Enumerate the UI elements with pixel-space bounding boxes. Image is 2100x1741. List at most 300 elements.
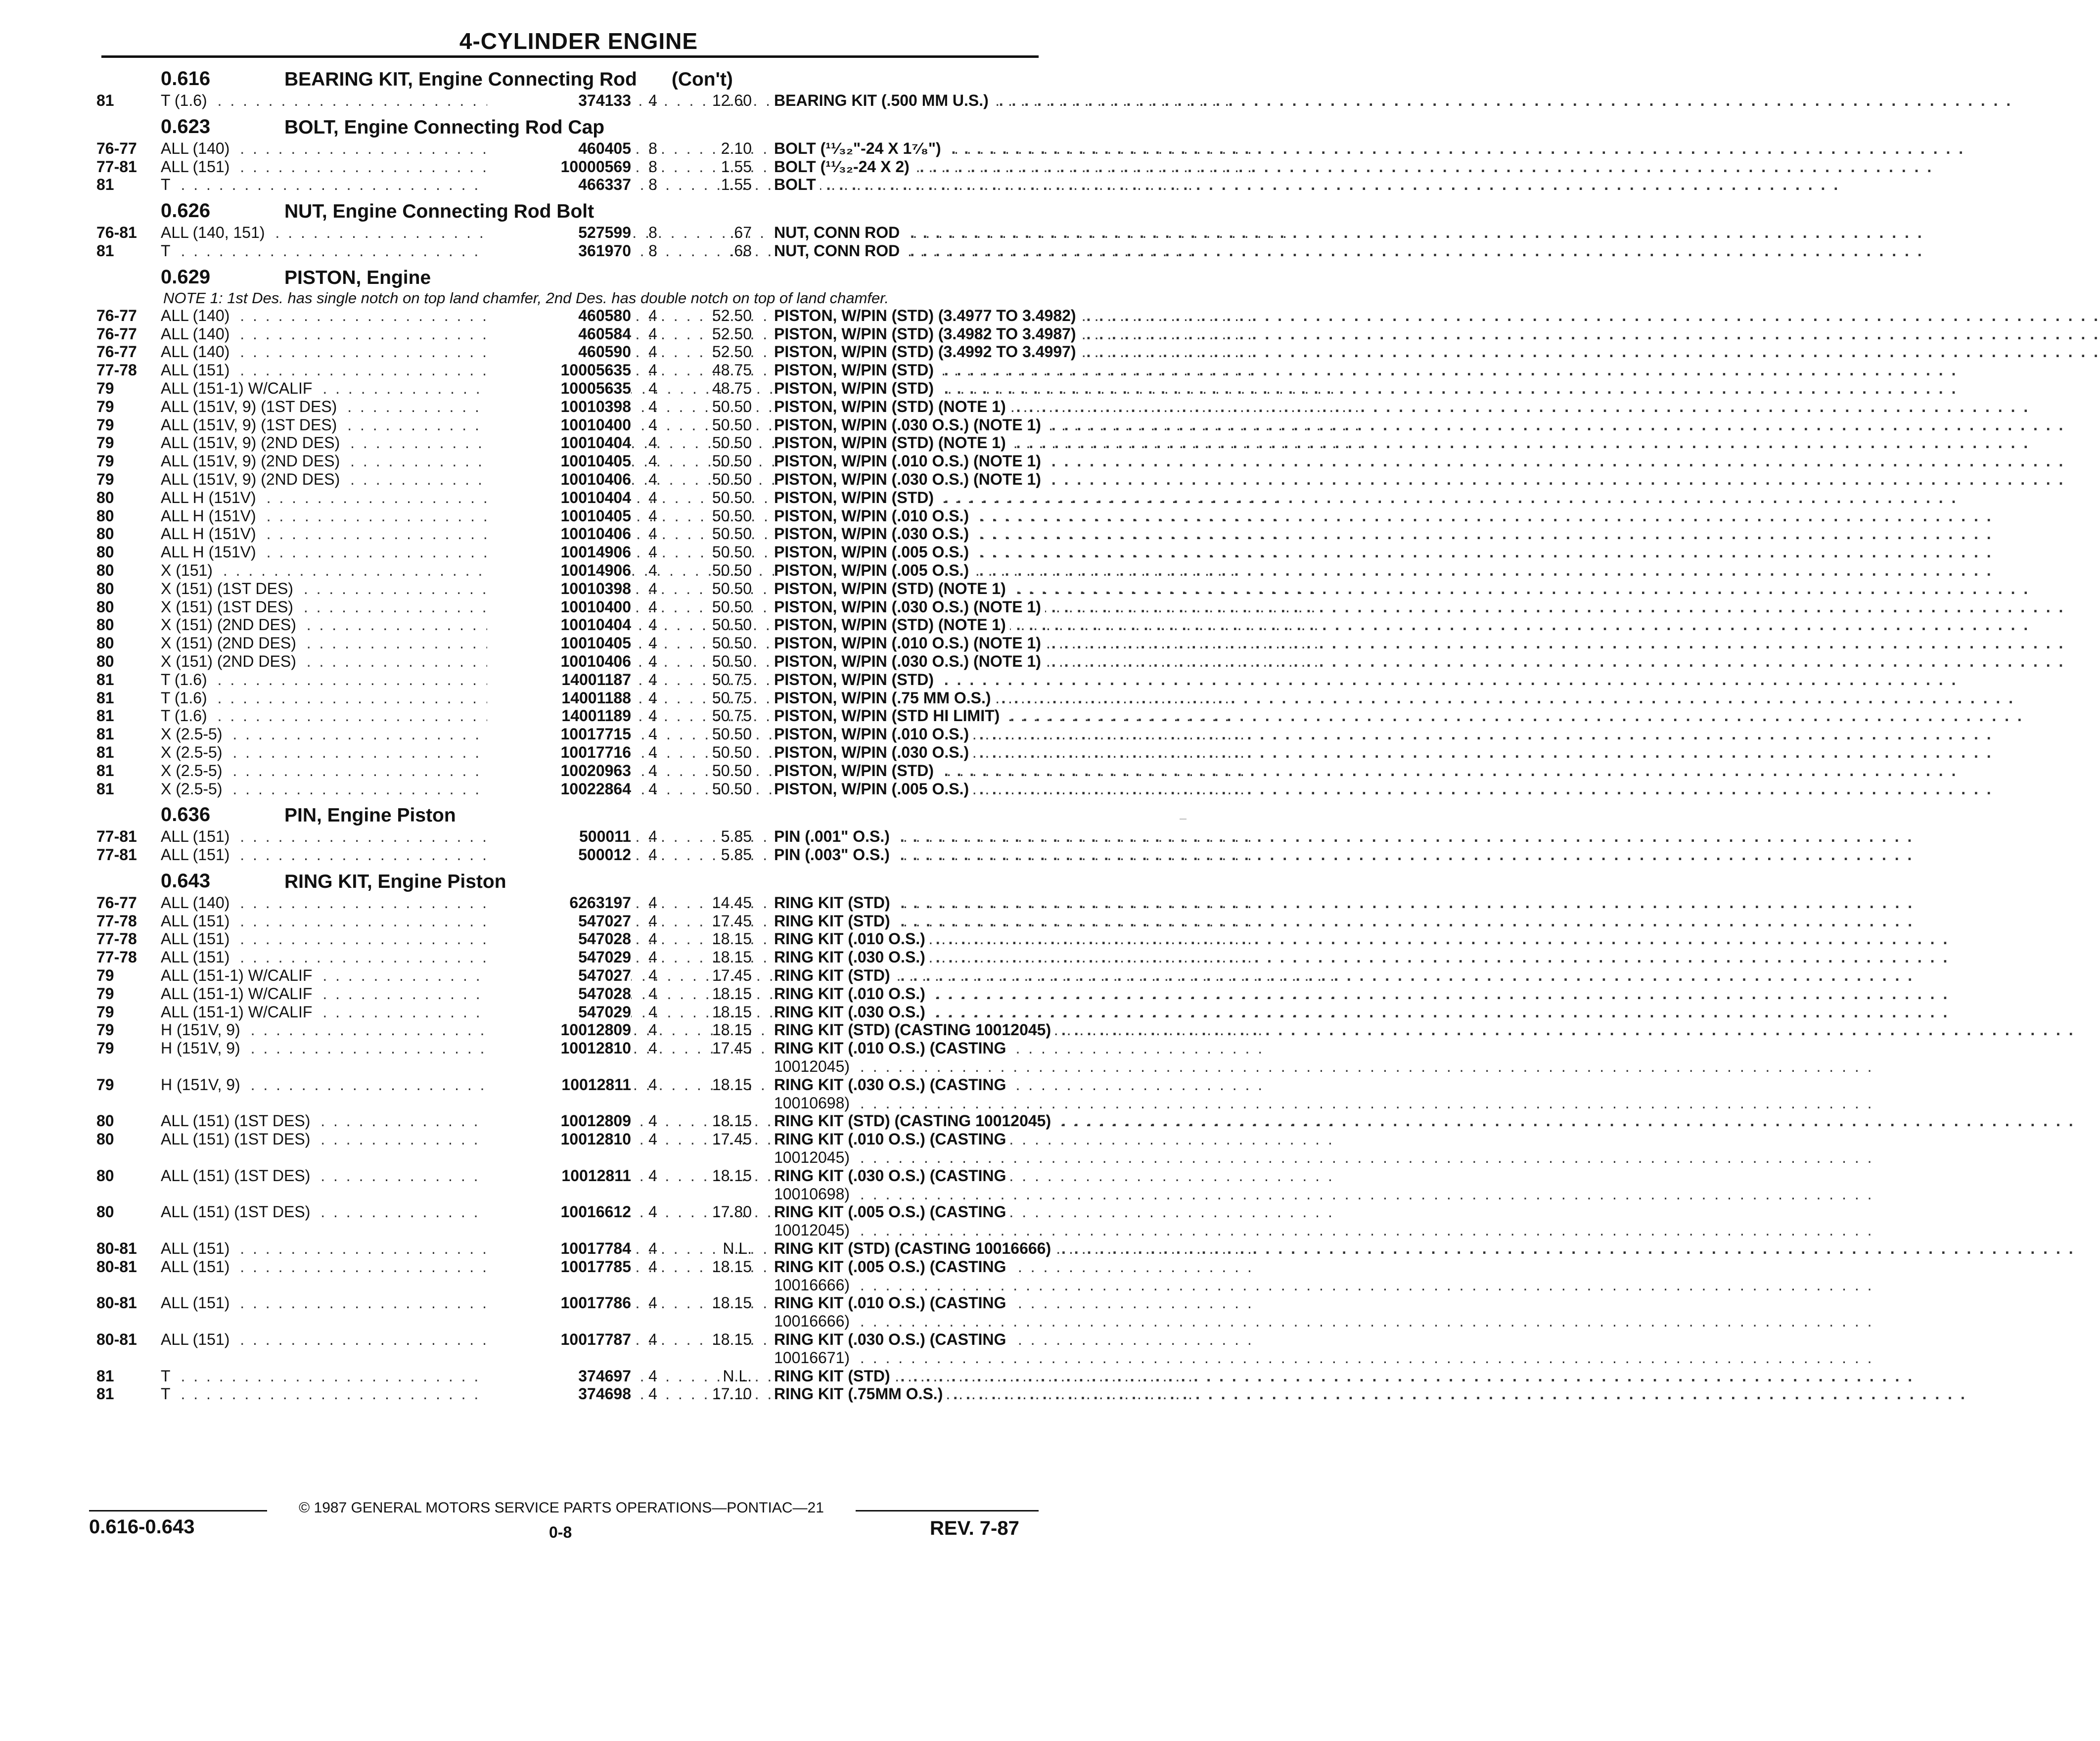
application-text: ALL H (151V) (161, 507, 260, 525)
description-text: 10016671) (774, 1349, 854, 1367)
part-row (96, 689, 1046, 707)
section-title-text: BOLT, Engine Connecting Rod Cap (284, 116, 605, 138)
part-row (96, 1330, 1046, 1367)
application-text: T (1.6) (161, 92, 211, 109)
price: 18.15 (712, 930, 752, 948)
part-number: 10010405 (487, 507, 631, 525)
description (774, 525, 1044, 543)
part-row (96, 242, 1046, 260)
model-years: 76-77 (96, 893, 137, 912)
part-row (96, 1076, 1046, 1112)
part-number: 10017715 (487, 725, 631, 743)
description-line (774, 1003, 1044, 1021)
part-row (96, 966, 1046, 985)
section-code: 0.616 (161, 68, 211, 90)
price: 18.15 (712, 1112, 752, 1130)
description-text: PISTON, W/PIN (STD) (3.4992 TO 3.4997) (774, 343, 1080, 361)
application (161, 325, 519, 343)
application-text: ALL H (151V) (161, 525, 260, 543)
description-line (774, 1167, 1044, 1185)
application-text: ALL (151V, 9) (2ND DES) (161, 434, 344, 452)
application-text: ALL (151) (1ST DES) (161, 1167, 314, 1185)
price: 50.50 (712, 561, 752, 579)
description-line (774, 1367, 1044, 1385)
quantity: 4 (648, 1075, 657, 1094)
part-row (96, 306, 1076, 325)
part-row (96, 580, 1046, 598)
description-text: PISTON, W/PIN (.030 O.S.) (NOTE 1) (774, 416, 1045, 434)
application-text: ALL (140, 151) (161, 224, 269, 241)
quantity: 4 (648, 415, 657, 434)
model-years: 80 (96, 652, 114, 670)
application (161, 470, 519, 489)
section-title-text: RING KIT, Engine Piston (284, 870, 506, 892)
description-text: PISTON, W/PIN (.030 O.S.) (774, 743, 973, 761)
quantity: 4 (648, 779, 657, 798)
description-text: PISTON, W/PIN (.010 O.S.) (774, 725, 973, 743)
description-text: RING KIT (.005 O.S.) (CASTING (774, 1203, 1010, 1221)
quantity: 4 (648, 1330, 657, 1349)
application (161, 894, 519, 912)
part-row (96, 598, 1046, 616)
description (774, 1076, 1044, 1112)
quantity: 4 (648, 1203, 657, 1221)
part-number: 10012810 (487, 1130, 631, 1148)
price: 1.55 (721, 176, 752, 194)
model-years: 81 (96, 1385, 114, 1403)
description-text: PISTON, W/PIN (STD) (NOTE 1) (774, 580, 1010, 597)
section-title-text: BEARING KIT, Engine Connecting Rod (284, 69, 637, 90)
part-number: 10014906 (487, 543, 631, 561)
application (161, 780, 519, 798)
part-row (96, 525, 1046, 543)
part-row (96, 224, 1046, 242)
application-text: T (1.6) (161, 689, 211, 707)
application-text: ALL (151V, 9) (1ST DES) (161, 398, 341, 415)
part-number: 10010398 (487, 398, 631, 416)
model-years: 80-81 (96, 1330, 137, 1349)
section-code: 0.629 (161, 266, 211, 288)
section-title-text: NUT, Engine Connecting Rod Bolt (284, 201, 594, 223)
part-row (96, 780, 1046, 798)
application-text: T (161, 1367, 175, 1385)
part-row (96, 489, 1046, 507)
application (161, 224, 519, 242)
description-text: 10016666) (774, 1276, 854, 1294)
section-header (96, 194, 1046, 224)
part-number: 14001187 (487, 671, 631, 689)
description (774, 361, 1044, 379)
quantity: 4 (648, 92, 657, 109)
part-number: 14001188 (487, 689, 631, 707)
price: .68 (730, 241, 752, 260)
description-line (774, 306, 1076, 325)
application (161, 580, 519, 598)
section-continued: (Con't) (671, 69, 733, 90)
application-text: X (2.5-5) (161, 762, 226, 779)
application-text: X (151) (1ST DES) (161, 580, 297, 597)
description-line (774, 652, 1044, 671)
model-years: 80 (96, 579, 114, 597)
description-line (774, 1276, 1044, 1294)
part-row (96, 361, 1046, 379)
price: 52.50 (712, 324, 752, 343)
description-line (774, 561, 1044, 580)
model-years: 79 (96, 1021, 114, 1039)
description-line (774, 1057, 1044, 1076)
application-text: T (161, 176, 175, 193)
application-text: X (151) (2ND DES) (161, 652, 300, 670)
description-text: BOLT (¹¹⁄₃₂"-24 X 1⁷⁄₈") (774, 139, 945, 157)
model-years: 81 (96, 241, 114, 260)
description-text: PISTON, W/PIN (.005 O.S.) (774, 561, 973, 579)
application-text: X (151) (1ST DES) (161, 598, 297, 616)
section-title (284, 871, 506, 893)
application (161, 307, 519, 325)
price: 18.15 (712, 1166, 752, 1185)
part-number: 374697 (487, 1367, 631, 1385)
application-text: ALL (151) (161, 827, 233, 845)
price: 50.50 (712, 470, 752, 488)
quantity: 4 (648, 652, 657, 670)
description-line (774, 948, 1044, 966)
part-row (96, 1367, 1046, 1385)
footer-copyright: © 1987 GENERAL MOTORS SERVICE PARTS OPERATIONS—PONTIAC—21 (299, 1500, 824, 1516)
price: 5.85 (721, 846, 752, 864)
part-row (96, 470, 1046, 489)
quantity: 4 (648, 1039, 657, 1057)
description-line (774, 616, 1044, 634)
description-line (774, 671, 1044, 689)
description-line (774, 762, 1044, 780)
section-title (284, 805, 456, 826)
description-line (774, 1094, 1044, 1112)
model-years: 80 (96, 1112, 114, 1130)
description-line (774, 912, 1044, 930)
description-text: RING KIT (.005 O.S.) (CASTING (774, 1258, 1010, 1276)
quantity: 4 (648, 670, 657, 688)
application (161, 1367, 519, 1385)
description (774, 1003, 1044, 1021)
description-text: BOLT (774, 176, 820, 193)
description (774, 827, 1044, 846)
application-text: X (2.5-5) (161, 743, 226, 761)
application (161, 948, 519, 966)
price: 50.50 (712, 743, 752, 761)
description-line (774, 1221, 1044, 1239)
model-years: 77-78 (96, 912, 137, 930)
section-title (284, 201, 594, 223)
description (774, 707, 1044, 725)
part-row (96, 543, 1046, 561)
description-text: PISTON, W/PIN (STD) (774, 762, 938, 779)
description-line (774, 525, 1044, 543)
model-years: 80-81 (96, 1294, 137, 1312)
application-text: ALL (151-1) W/CALIF (161, 966, 316, 984)
quantity: 4 (648, 1130, 657, 1148)
model-years: 79 (96, 966, 114, 985)
application (161, 176, 519, 194)
description (774, 242, 1044, 260)
description (774, 948, 1044, 966)
model-years: 81 (96, 761, 114, 779)
description-line (774, 1112, 1051, 1130)
model-years: 80 (96, 525, 114, 543)
price: 17.45 (712, 912, 752, 930)
description (774, 1203, 1044, 1239)
application-text: ALL (151) (161, 361, 233, 379)
model-years: 77-78 (96, 930, 137, 948)
description-line (774, 1185, 1044, 1203)
price: 18.15 (712, 948, 752, 966)
price: 18.15 (712, 1330, 752, 1349)
quantity: 4 (648, 688, 657, 707)
section-code: 0.623 (161, 115, 211, 137)
section-header (96, 864, 1046, 894)
section-header (96, 110, 1046, 139)
price: N.L. (723, 1367, 752, 1385)
price: 50.50 (712, 488, 752, 506)
description-text: PISTON, W/PIN (STD) (774, 379, 938, 397)
price: 17.10 (712, 1385, 752, 1403)
description-text: RING KIT (STD) (CASTING 10012045) (774, 1112, 1055, 1130)
description (774, 416, 1044, 434)
price: 14.45 (712, 893, 752, 912)
part-number: 10010404 (487, 616, 631, 634)
part-row (96, 561, 1046, 580)
application (161, 489, 519, 507)
application (161, 242, 519, 260)
application-text: X (2.5-5) (161, 725, 226, 743)
description-line (774, 930, 1044, 948)
price: 50.50 (712, 652, 752, 670)
description (774, 1367, 1044, 1385)
description-text: PISTON, W/PIN (.030 O.S.) (774, 525, 973, 543)
description-text: PISTON, W/PIN (STD) (3.4982 TO 3.4987) (774, 325, 1080, 343)
application (161, 652, 519, 671)
description-text: RING KIT (STD) (CASTING 10016666) (774, 1239, 1055, 1257)
quantity: 4 (648, 634, 657, 652)
model-years: 80 (96, 1203, 114, 1221)
description (774, 398, 1044, 416)
model-years: 79 (96, 984, 114, 1003)
price: 5.85 (721, 827, 752, 846)
description-line (774, 224, 1044, 242)
part-row (96, 725, 1046, 743)
model-years: 76-77 (96, 306, 137, 324)
model-years: 76-81 (96, 224, 137, 242)
description-line (774, 1076, 1044, 1094)
part-number: 10012809 (487, 1112, 631, 1130)
part-row (96, 985, 1046, 1003)
application-text: ALL (151) (161, 912, 233, 930)
description-line (774, 434, 1044, 452)
description-line (774, 1312, 1044, 1330)
section-0-626 (96, 194, 1046, 260)
price: 1.55 (721, 157, 752, 176)
header-rule (101, 55, 1039, 58)
quantity: 4 (648, 324, 657, 343)
description (774, 671, 1044, 689)
footer-rule-right (856, 1510, 1039, 1512)
part-number: 10010405 (487, 452, 631, 470)
part-number: 374133 (487, 92, 631, 110)
description (774, 158, 1044, 176)
part-row (96, 1003, 1046, 1021)
description-line (774, 416, 1044, 434)
quantity: 4 (648, 525, 657, 543)
model-years: 76-77 (96, 324, 137, 343)
description-text: PISTON, W/PIN (.030 O.S.) (NOTE 1) (774, 598, 1045, 616)
description-line (774, 242, 1044, 260)
model-years: 77-81 (96, 827, 137, 846)
application (161, 1330, 519, 1349)
model-years: 79 (96, 415, 114, 434)
application-text: X (151) (161, 561, 217, 579)
part-row (96, 671, 1046, 689)
description-text: RING KIT (.030 O.S.) (774, 948, 929, 966)
description (774, 434, 1044, 452)
description-line (774, 1258, 1044, 1276)
part-row (96, 92, 1046, 110)
description-text: PISTON, W/PIN (.75 MM O.S.) (774, 689, 995, 707)
description-line (774, 1203, 1044, 1221)
description-text: PISTON, W/PIN (.005 O.S.) (774, 543, 973, 561)
part-row (96, 1130, 1046, 1167)
application (161, 707, 519, 725)
quantity: 4 (648, 966, 657, 985)
application-text: X (151) (2ND DES) (161, 634, 300, 652)
description-line (774, 707, 1044, 725)
part-row (96, 416, 1046, 434)
part-row (96, 176, 1046, 194)
description-line (774, 894, 1044, 912)
application (161, 689, 519, 707)
application-text: ALL (151) (161, 1258, 233, 1276)
model-years: 76-77 (96, 343, 137, 361)
description-text: PISTON, W/PIN (STD) (NOTE 1) (774, 616, 1010, 634)
application-text: ALL (151V, 9) (2ND DES) (161, 452, 344, 470)
quantity: 4 (648, 827, 657, 846)
description-text: PISTON, W/PIN (.005 O.S.) (774, 780, 973, 798)
description-line (774, 543, 1044, 561)
application (161, 398, 519, 416)
application (161, 1258, 519, 1276)
section-code: 0.643 (161, 870, 211, 892)
model-years: 80 (96, 616, 114, 634)
description-text: 10016666) (774, 1312, 854, 1330)
price: N.L. (723, 1239, 752, 1258)
model-years: 79 (96, 397, 114, 415)
description (774, 762, 1044, 780)
part-number: 10010400 (487, 598, 631, 616)
quantity: 4 (648, 1239, 657, 1258)
description (774, 379, 1044, 398)
model-years: 81 (96, 779, 114, 798)
part-number: 10017716 (487, 743, 631, 762)
part-number: 10017784 (487, 1239, 631, 1258)
quantity: 8 (648, 224, 657, 242)
description-text: PISTON, W/PIN (.010 O.S.) (774, 507, 973, 525)
description (774, 894, 1044, 912)
description (774, 985, 1044, 1003)
description (774, 743, 1044, 762)
application-text: ALL (151) (1ST DES) (161, 1130, 314, 1148)
price: 50.50 (712, 543, 752, 561)
description (774, 489, 1044, 507)
description-line (774, 1330, 1044, 1349)
price: 18.15 (712, 1294, 752, 1312)
description-text: 10012045) (774, 1221, 854, 1239)
part-row (96, 434, 1046, 452)
part-number: 500011 (487, 827, 631, 846)
quantity: 8 (648, 241, 657, 260)
description-line (774, 780, 1044, 798)
part-row (96, 398, 1046, 416)
quantity: 4 (648, 948, 657, 966)
price: 2.10 (721, 139, 752, 157)
part-number: 547029 (487, 948, 631, 966)
description (774, 725, 1044, 743)
description-text: BEARING KIT (.500 MM U.S.) (774, 92, 993, 109)
description (774, 912, 1044, 930)
part-row (96, 1203, 1046, 1239)
application (161, 379, 519, 398)
description-line (774, 92, 1044, 110)
part-number: 10000569 (487, 158, 631, 176)
section-0-623 (96, 110, 1046, 194)
part-number: 500012 (487, 846, 631, 864)
application-text: ALL (151-1) W/CALIF (161, 985, 316, 1003)
quantity: 8 (648, 157, 657, 176)
description-line (774, 1130, 1044, 1148)
description-text: RING KIT (STD) (774, 1367, 894, 1385)
description (774, 1330, 1044, 1367)
part-row (96, 762, 1046, 780)
description (774, 306, 1076, 325)
application-text: T (1.6) (161, 707, 211, 725)
description-line (774, 1239, 1051, 1258)
part-row (96, 1039, 1046, 1076)
application (161, 434, 519, 452)
application (161, 634, 519, 652)
model-years: 80 (96, 597, 114, 616)
application (161, 1003, 519, 1021)
application (161, 361, 519, 379)
description-line (774, 470, 1044, 489)
part-number: 547027 (487, 966, 631, 985)
quantity: 4 (648, 379, 657, 397)
model-years: 77-78 (96, 361, 137, 379)
quantity: 4 (648, 984, 657, 1003)
quantity: 4 (648, 452, 657, 470)
description (774, 324, 1076, 343)
application (161, 1167, 519, 1185)
description (774, 452, 1044, 470)
section-code: 0.636 (161, 804, 211, 826)
description-line (774, 398, 1044, 416)
section-title (284, 267, 431, 289)
application-text: H (151V, 9) (161, 1039, 244, 1057)
application-text: ALL (140) (161, 139, 233, 157)
description-text: PISTON, W/PIN (.030 O.S.) (NOTE 1) (774, 470, 1045, 488)
model-years: 80-81 (96, 1257, 137, 1276)
application-text: T (161, 242, 175, 260)
description-line (774, 580, 1044, 598)
application-text: ALL (151) (1ST DES) (161, 1112, 314, 1130)
part-row (96, 1021, 1051, 1039)
application (161, 1239, 519, 1258)
